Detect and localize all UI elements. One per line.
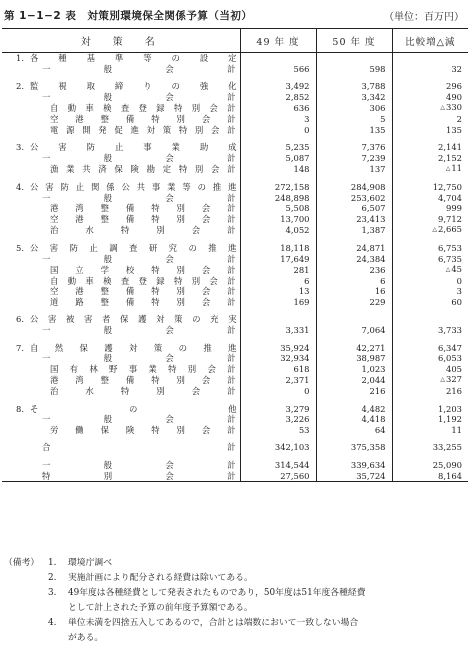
value-diff (392, 224, 468, 236)
value-y50: 16 (316, 286, 392, 297)
value-y50: 5 (316, 114, 392, 125)
value-diff (392, 163, 468, 175)
table-row (2, 114, 468, 125)
category-row (2, 182, 468, 193)
table-row (2, 325, 468, 336)
value-y50: 137 (316, 163, 392, 175)
value-diff (392, 297, 468, 308)
value-diff (392, 364, 468, 375)
value-diff-number: 405 (446, 363, 462, 374)
value-diff-number: 12,750 (432, 181, 462, 192)
table-row (2, 297, 468, 308)
row-label: 一般会計 (42, 325, 236, 336)
value-y49: 169 (240, 297, 316, 308)
row-number: 6. (16, 314, 24, 325)
header-diff: 比較増△減 (392, 29, 468, 53)
value-diff-number: 2,665 (438, 224, 462, 235)
value-y50: 216 (316, 386, 392, 397)
category-row (2, 243, 468, 254)
row-label: 港湾整備特別会計 (50, 203, 236, 214)
value-y50: 1,387 (316, 224, 392, 236)
spacer-row (2, 336, 468, 343)
row-number: 4. (16, 181, 24, 192)
value-diff (392, 425, 468, 436)
note-number (48, 601, 68, 616)
row-number (2, 102, 28, 114)
row-label: 自動車検査登録特別会計 (50, 102, 236, 113)
decrease-triangle-icon: △ (440, 376, 445, 384)
category-row (2, 314, 468, 325)
table-row (2, 264, 468, 276)
row-number (2, 224, 28, 236)
value-y50: 38,987 (316, 353, 392, 364)
table-row (2, 414, 468, 425)
value-diff (392, 404, 468, 415)
value-diff-number: 25,090 (432, 460, 462, 470)
table-row (2, 125, 468, 136)
row-number (2, 203, 28, 214)
value-y50: 339,634 (316, 460, 392, 471)
spacer-row (2, 236, 468, 243)
value-diff-number: 216 (446, 386, 462, 397)
row-number (2, 414, 28, 425)
row-number (2, 386, 28, 397)
note-number: 3. (48, 588, 57, 598)
spacer-row (2, 135, 468, 142)
spacer-row (2, 175, 468, 182)
value-diff-number: 296 (446, 81, 462, 92)
row-label: 公害防止調査研究の推進 (30, 242, 238, 253)
note-line (4, 601, 468, 616)
row-label: 国立学校特別会計 (50, 264, 236, 275)
value-diff-number: 60 (451, 296, 462, 307)
table-body (2, 53, 468, 482)
row-label: その他 (30, 403, 238, 414)
header-y50: 50 年 度 (316, 29, 392, 53)
value-y49: 3,226 (240, 414, 316, 425)
spacer-row (2, 453, 468, 460)
row-number (2, 153, 28, 164)
value-diff (392, 374, 468, 386)
value-y49: 13,700 (240, 214, 316, 225)
row-label: 一般会計 (42, 192, 236, 203)
value-diff-number: 45 (451, 264, 462, 275)
notes-section (4, 556, 468, 646)
table-row (2, 386, 468, 397)
value-diff (392, 153, 468, 164)
spacer-row (2, 74, 468, 81)
value-y49: 35,924 (240, 343, 316, 354)
spacer-row (2, 397, 468, 404)
value-diff (392, 254, 468, 265)
table-row (2, 203, 468, 214)
value-y50: 253,602 (316, 193, 392, 204)
spacer-row (2, 307, 468, 314)
value-diff-number: 330 (446, 102, 462, 113)
value-diff-number: 327 (446, 374, 462, 385)
note-number (48, 631, 68, 646)
value-y50: 375,358 (316, 442, 392, 453)
value-diff-number: 2,152 (438, 152, 462, 163)
note-number: 2. (48, 573, 57, 583)
row-number (2, 193, 28, 204)
row-label: 各種基準等の設定 (30, 53, 238, 63)
note-text: がある。 (68, 633, 104, 643)
table-row (2, 254, 468, 265)
table-row (2, 214, 468, 225)
row-number (2, 286, 28, 297)
row-label: 一般会計 (42, 253, 236, 264)
row-label: 国有林野事業特別会計 (50, 363, 236, 374)
row-number (2, 297, 28, 308)
table-row (2, 224, 468, 236)
value-diff (392, 53, 468, 64)
value-y49: 2,852 (240, 92, 316, 103)
row-number (2, 374, 28, 386)
row-label: 監視取締りの強化 (30, 81, 238, 92)
note-text: 単位未満を四捨五入してあるので，合計とは端数において一致しない場合 (68, 618, 359, 628)
note-line (4, 571, 468, 586)
value-y50: 7,239 (316, 153, 392, 164)
row-number (2, 163, 28, 175)
value-y50: 24,384 (316, 254, 392, 265)
value-y49: 248,898 (240, 193, 316, 204)
spacer-row (2, 435, 468, 442)
value-y49: 3,492 (240, 81, 316, 92)
value-y50: 135 (316, 125, 392, 136)
row-number: 7. (16, 342, 24, 353)
value-y50: 7,376 (316, 142, 392, 153)
value-y49: 314,544 (240, 460, 316, 471)
value-diff-number: 6,347 (438, 342, 462, 353)
row-label: 公害防止関係公共事業等の推進 (30, 181, 238, 192)
value-diff-number: 999 (446, 203, 462, 214)
value-y50: 7,064 (316, 325, 392, 336)
decrease-triangle-icon: △ (445, 165, 451, 173)
value-diff-number: 1,203 (438, 403, 462, 414)
decrease-triangle-icon: △ (440, 104, 445, 112)
row-number (2, 442, 28, 453)
table-row (2, 286, 468, 297)
value-y50 (316, 314, 392, 325)
row-label: 空港整備特別会計 (50, 286, 236, 297)
value-y50: 3,342 (316, 92, 392, 103)
row-label: 合計 (42, 442, 236, 453)
row-label: 自然保護対策の推進 (30, 342, 238, 353)
row-label: 一般会計 (42, 91, 236, 102)
value-diff (392, 286, 468, 297)
header-item: 対 策 名 (2, 29, 240, 53)
value-diff (392, 276, 468, 287)
row-number: 1. (16, 53, 24, 63)
note-line (4, 631, 468, 646)
note-text: として計上された予算の前年度予算額である。 (68, 603, 253, 613)
header-y49: 49 年 度 (240, 29, 316, 53)
row-label: 空港整備特別会計 (50, 113, 236, 124)
value-diff (392, 264, 468, 276)
row-number (2, 353, 28, 364)
table-row (2, 471, 468, 482)
value-y50: 42,271 (316, 343, 392, 354)
value-diff (392, 182, 468, 193)
header-row (2, 29, 468, 53)
value-y49: 566 (240, 64, 316, 75)
row-label: 公害被害者保護対策の充実 (30, 314, 238, 325)
value-diff (392, 92, 468, 103)
value-diff-number: 6,053 (438, 353, 462, 364)
table-row (2, 460, 468, 471)
value-diff (392, 125, 468, 136)
row-number: 2. (16, 81, 24, 92)
value-y50: 4,482 (316, 404, 392, 415)
value-y49: 27,560 (240, 471, 316, 482)
value-y49: 32,934 (240, 353, 316, 364)
value-y49: 2,371 (240, 374, 316, 386)
note-text: 実施計画により配分される経費は除いてある。 (68, 573, 253, 583)
value-diff (392, 81, 468, 92)
value-y49 (240, 53, 316, 64)
value-diff-number: 2,141 (438, 142, 462, 153)
value-y50: 6,507 (316, 203, 392, 214)
value-y49: 272,158 (240, 182, 316, 193)
table-row (2, 163, 468, 175)
value-y50: 598 (316, 64, 392, 75)
value-y50: 284,908 (316, 182, 392, 193)
value-y49: 342,103 (240, 442, 316, 453)
row-number (2, 114, 28, 125)
row-label: 労働保険特別会計 (50, 424, 236, 435)
row-number (2, 254, 28, 265)
value-y50: 2,044 (316, 374, 392, 386)
value-y50: 236 (316, 264, 392, 276)
value-diff-number: 0 (456, 275, 462, 286)
row-number (2, 325, 28, 336)
row-number (2, 264, 28, 276)
row-number (2, 92, 28, 103)
value-diff-number: 11 (451, 424, 462, 435)
value-diff (392, 386, 468, 397)
note-text: 49年度は各種経費として発表されたものであり，50年度は51年度各種経費 (68, 588, 366, 598)
row-label: 港湾整備特別会計 (50, 374, 236, 385)
value-diff-number: 6,735 (438, 253, 462, 264)
value-y49: 3,331 (240, 325, 316, 336)
value-y50: 4,418 (316, 414, 392, 425)
row-label: 特別会計 (28, 471, 240, 482)
table-row (2, 442, 468, 453)
budget-table (2, 28, 468, 482)
row-label: 一般会計 (42, 414, 236, 425)
row-label: 一般会計 (42, 353, 236, 364)
value-diff-number: 3,733 (438, 325, 462, 336)
value-diff (392, 325, 468, 336)
value-diff (392, 471, 468, 482)
row-number (2, 425, 28, 436)
value-diff-number: 3 (456, 286, 462, 297)
decrease-triangle-icon: △ (432, 226, 438, 234)
row-number (2, 64, 28, 75)
value-y49: 0 (240, 125, 316, 136)
value-diff-number: 1,192 (438, 414, 462, 425)
value-y49: 13 (240, 286, 316, 297)
row-number (2, 471, 28, 482)
value-y49 (240, 314, 316, 325)
value-y49: 0 (240, 386, 316, 397)
row-number: 3. (16, 142, 24, 153)
row-label: 道路整備特別会計 (50, 296, 236, 307)
row-label: 一般会計 (42, 63, 236, 74)
value-y49: 5,087 (240, 153, 316, 164)
value-diff-number: 490 (446, 91, 462, 102)
row-label: 治水特別会計 (50, 224, 236, 235)
value-diff (392, 460, 468, 471)
category-row (2, 142, 468, 153)
value-y49: 148 (240, 163, 316, 175)
value-y50: 229 (316, 297, 392, 308)
row-label: 空港整備特別会計 (50, 213, 236, 224)
value-y50 (316, 53, 392, 64)
note-line (4, 556, 468, 571)
row-label: 治水特別会計 (50, 386, 236, 397)
value-y50: 35,724 (316, 471, 392, 482)
category-row (2, 404, 468, 415)
row-number (2, 364, 28, 375)
value-y50: 306 (316, 102, 392, 114)
value-diff (392, 243, 468, 254)
table-row (2, 153, 468, 164)
value-y49: 636 (240, 102, 316, 114)
value-y49: 5,235 (240, 142, 316, 153)
value-diff (392, 64, 468, 75)
row-number: 5. (16, 242, 24, 253)
table-title: 第 1−1−2 表 対策別環境保全関係予算（当初） (4, 10, 253, 22)
row-number: 8. (16, 403, 24, 414)
value-y49: 4,052 (240, 224, 316, 236)
value-diff-number: 8,164 (438, 470, 462, 481)
row-number (2, 214, 28, 225)
value-y50: 24,871 (316, 243, 392, 254)
value-diff-number: 135 (446, 124, 462, 135)
table-row (2, 92, 468, 103)
value-diff-number: 9,712 (438, 213, 462, 224)
value-diff (392, 114, 468, 125)
value-y49: 3,279 (240, 404, 316, 415)
value-y50: 6 (316, 276, 392, 287)
value-diff (392, 314, 468, 325)
notes-heading: （備考） (4, 558, 40, 568)
note-number: 1. (48, 558, 57, 568)
value-diff (392, 142, 468, 153)
row-number (2, 276, 28, 287)
value-y50: 1,023 (316, 364, 392, 375)
note-line (4, 616, 468, 631)
category-row (2, 343, 468, 354)
row-label: 電源開発促進対策特別会計 (50, 124, 236, 135)
note-line (4, 586, 468, 601)
row-label: 一般会計 (42, 152, 236, 163)
value-diff-number: 4,704 (438, 192, 462, 203)
value-diff (392, 353, 468, 364)
row-label: 漁業共済保険勘定特別会計 (50, 163, 236, 174)
value-diff (392, 343, 468, 354)
value-diff (392, 193, 468, 204)
value-y50: 64 (316, 425, 392, 436)
value-diff-number: 33,255 (432, 442, 462, 453)
value-diff (392, 442, 468, 453)
value-diff-number: 2 (456, 113, 462, 124)
value-diff-number: 6,753 (438, 242, 462, 253)
category-row (2, 81, 468, 92)
value-y49: 6 (240, 276, 316, 287)
category-row (2, 53, 468, 64)
value-y49: 53 (240, 425, 316, 436)
row-label: 自動車検査登録特別会計 (50, 275, 236, 286)
value-y49: 618 (240, 364, 316, 375)
decrease-triangle-icon: △ (445, 266, 451, 274)
note-text: 環境庁調べ (68, 558, 112, 568)
table-row (2, 276, 468, 287)
table-row (2, 425, 468, 436)
value-y49: 17,649 (240, 254, 316, 265)
value-diff (392, 102, 468, 114)
value-diff (392, 214, 468, 225)
value-y49: 18,118 (240, 243, 316, 254)
table-row (2, 364, 468, 375)
value-y50: 23,413 (316, 214, 392, 225)
table-row (2, 102, 468, 114)
row-number (2, 125, 28, 136)
value-y50: 3,788 (316, 81, 392, 92)
row-number (2, 460, 28, 471)
unit-label: （単位：百万円） (384, 12, 464, 23)
row-label: 公害防止事業助成 (30, 142, 238, 153)
table-row (2, 64, 468, 75)
note-number: 4. (48, 618, 57, 628)
value-diff (392, 414, 468, 425)
row-label: 一般会計 (42, 460, 236, 470)
table-row (2, 374, 468, 386)
table-row (2, 193, 468, 204)
value-y49: 3 (240, 114, 316, 125)
value-y49: 5,508 (240, 203, 316, 214)
value-diff-number: 11 (451, 163, 462, 174)
table-row (2, 353, 468, 364)
value-y49: 281 (240, 264, 316, 276)
value-diff-number: 32 (451, 63, 462, 74)
value-diff (392, 203, 468, 214)
